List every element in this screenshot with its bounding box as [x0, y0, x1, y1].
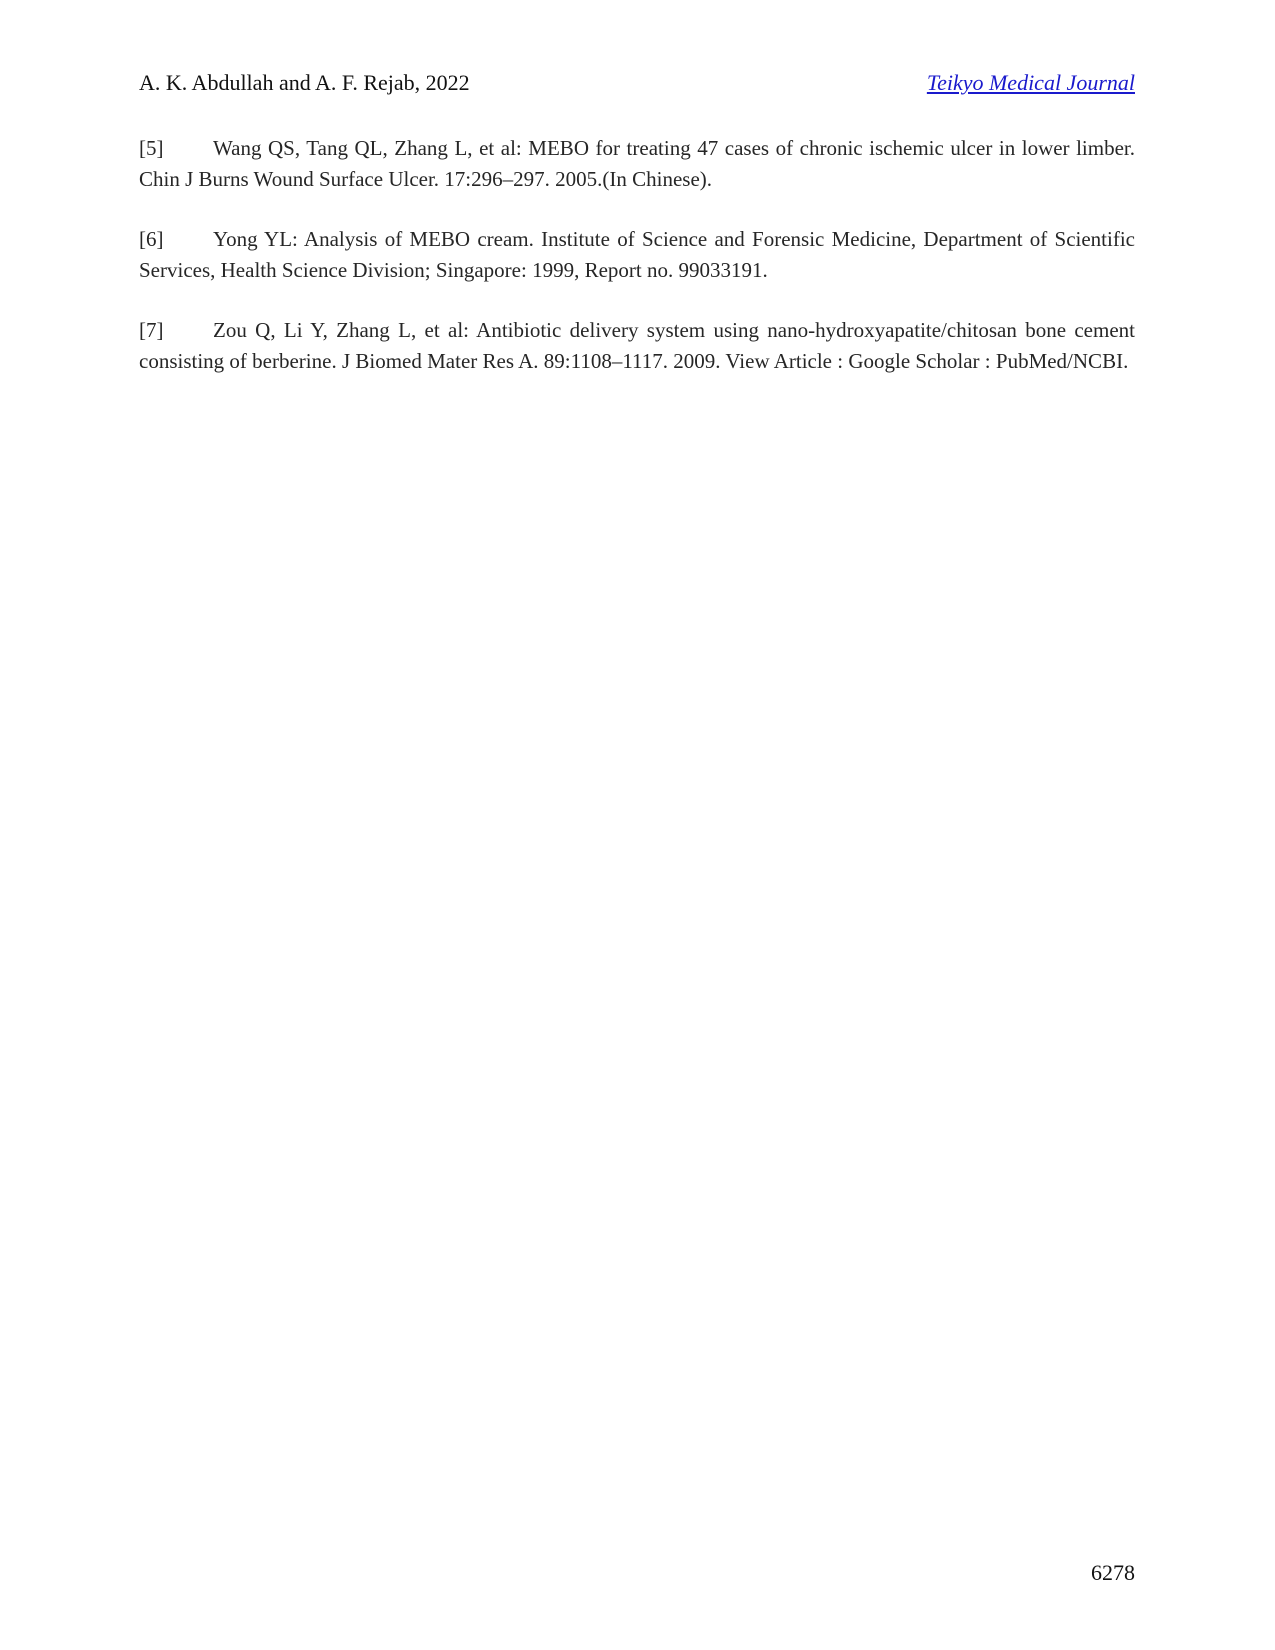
header-authors: A. K. Abdullah and A. F. Rejab, 2022 [139, 70, 470, 95]
reference-text: Wang QS, Tang QL, Zhang L, et al: MEBO for treating 47 cases of chronic ischemic ulcer in lower limber. Chin J Burns Wound Surface Ulcer. 17:296–297. 2005.(In Chinese). [139, 136, 1135, 191]
reference-text: Yong YL: Analysis of MEBO cream. Institute of Science and Forensic Medicine, Department of Scientific Services, Health Science Division; Singapore: 1999, Report no. 99033191. [139, 227, 1135, 282]
reference-text: Zou Q, Li Y, Zhang L, et al: Antibiotic delivery system using nano-hydroxyapatite/chitosan bone cement consisting of berberine. J Biomed Mater Res A. 89:1108–1117. 2009. View Article : Google Scholar : PubMed/NCBI. [139, 318, 1135, 373]
reference-number: [6] [139, 227, 164, 251]
page-number: 6278 [1091, 1560, 1135, 1585]
reference-item [139, 315, 1135, 376]
reference-item [139, 133, 1135, 194]
journal-link[interactable]: Teikyo Medical Journal [926, 70, 1135, 95]
reference-item [139, 224, 1135, 285]
reference-list [139, 133, 1135, 406]
reference-number: [5] [139, 136, 164, 160]
reference-number: [7] [139, 318, 164, 342]
